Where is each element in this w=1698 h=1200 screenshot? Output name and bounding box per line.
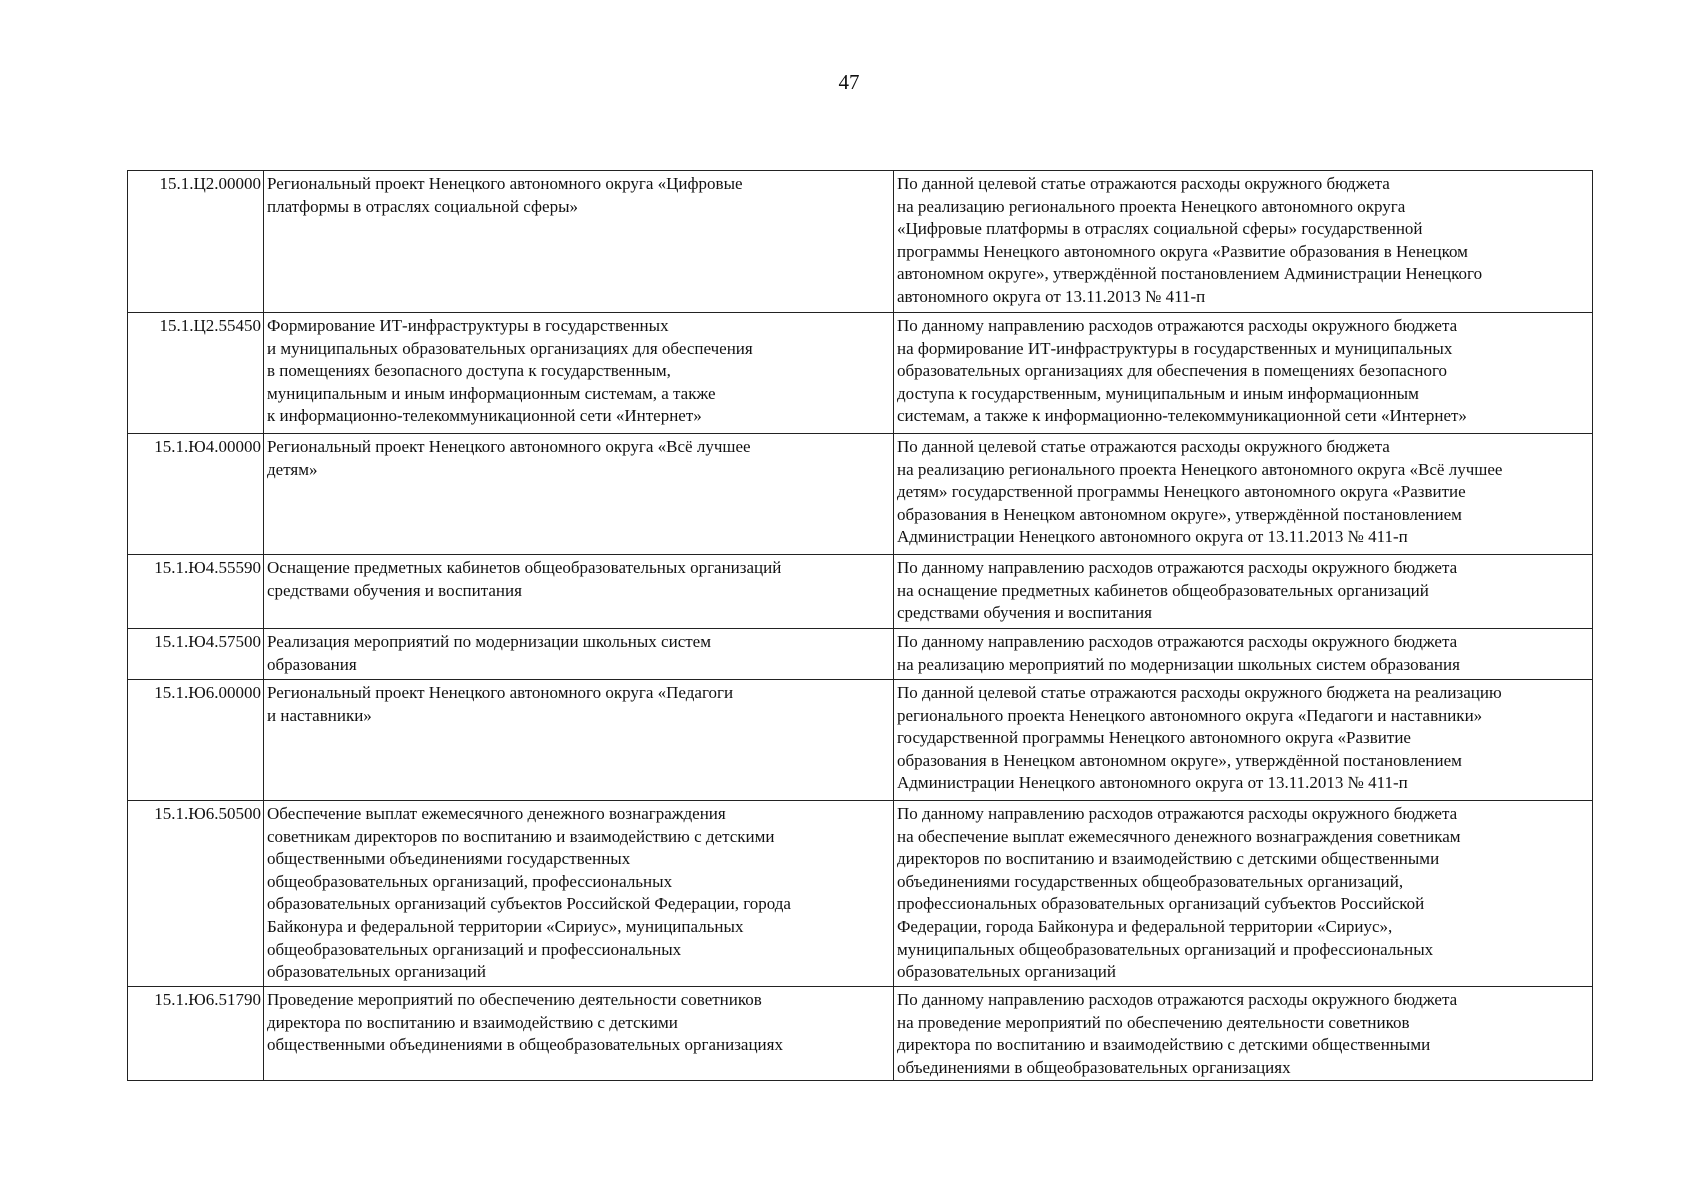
table-row — [128, 801, 1593, 987]
description-line: «Цифровые платформы в отраслях социальной сферы» государственной — [897, 219, 1423, 239]
table-row — [128, 171, 1593, 313]
target-article-name — [264, 801, 894, 987]
table-body — [128, 171, 1593, 1081]
target-article-code: 15.1.Ю4.55590 — [128, 555, 264, 629]
description-line: По данной целевой статье отражаются расходы окружного бюджета — [897, 174, 1390, 193]
name-line: и муниципальных образовательных организациях для обеспечения — [267, 338, 753, 358]
name-line: средствами обучения и воспитания — [267, 580, 522, 600]
target-article-code: 15.1.Ю4.00000 — [128, 434, 264, 555]
name-line: общеобразовательных организаций, профессиональных — [267, 871, 673, 891]
description-line: По данному направлению расходов отражаются расходы окружного бюджета — [897, 632, 1458, 651]
description-line: Администрации Ненецкого автономного округа от 13.11.2013 № 411-п — [897, 527, 1408, 547]
name-line: Формирование ИТ-инфраструктуры в государственных — [267, 316, 669, 335]
name-line: советникам директоров по воспитанию и взаимодействию с детскими — [267, 826, 775, 846]
name-line: детям» — [267, 459, 318, 479]
target-article-description — [894, 629, 1593, 680]
description-line: По данному направлению расходов отражаются расходы окружного бюджета — [897, 804, 1458, 823]
description-line: профессиональных образовательных организаций субъектов Российской — [897, 894, 1425, 914]
description-line: По данному направлению расходов отражаются расходы окружного бюджета — [897, 990, 1458, 1009]
target-article-code: 15.1.Ю6.51790 — [128, 987, 264, 1081]
name-line: Проведение мероприятий по обеспечению деятельности советников — [267, 990, 762, 1009]
name-line: общественными объединениями в общеобразовательных организациях — [267, 1035, 783, 1055]
name-line: Региональный проект Ненецкого автономного округа «Педагоги — [267, 683, 734, 702]
description-line: Федерации, города Байконура и федеральной территории «Сириус», — [897, 916, 1393, 936]
description-line: на оснащение предметных кабинетов общеобразовательных организаций — [897, 580, 1429, 600]
target-article-code: 15.1.Ю6.00000 — [128, 680, 264, 801]
target-article-code: 15.1.Ю6.50500 — [128, 801, 264, 987]
description-line: государственной программы Ненецкого автономного округа «Развитие — [897, 728, 1411, 748]
target-article-code: 15.1.Ц2.55450 — [128, 313, 264, 434]
budget-classification-table — [127, 170, 1593, 1081]
description-line: на реализацию регионального проекта Ненецкого автономного округа — [897, 196, 1406, 216]
target-article-description — [894, 801, 1593, 987]
description-line: образовательных организациях для обеспечения в помещениях безопасного — [897, 361, 1448, 381]
page-number: 47 — [838, 70, 860, 94]
name-line: муниципальным и иным информационным системам, а также — [267, 383, 716, 403]
description-line: на формирование ИТ-инфраструктуры в государственных и муниципальных — [897, 338, 1453, 358]
table-row — [128, 313, 1593, 434]
target-article-name — [264, 987, 894, 1081]
description-line: образовательных организаций — [897, 962, 1116, 982]
target-article-name — [264, 555, 894, 629]
name-line: и наставники» — [267, 705, 372, 725]
target-article-description — [894, 555, 1593, 629]
description-line: доступа к государственным, муниципальным и иным информационным — [897, 383, 1419, 403]
description-line: на реализацию мероприятий по модернизации школьных систем образования — [897, 654, 1460, 674]
name-line: Реализация мероприятий по модернизации школьных систем — [267, 632, 711, 651]
description-line: программы Ненецкого автономного округа «Развитие образования в Ненецком — [897, 241, 1468, 261]
name-line: в помещениях безопасного доступа к государственным, — [267, 361, 671, 381]
name-line: образовательных организаций субъектов Российской Федерации, города — [267, 894, 791, 914]
target-article-description — [894, 434, 1593, 555]
name-line: платформы в отраслях социальной сферы» — [267, 196, 578, 216]
target-article-description — [894, 313, 1593, 434]
description-line: объединениями государственных общеобразовательных организаций, — [897, 871, 1404, 891]
table-row — [128, 555, 1593, 629]
table-row — [128, 434, 1593, 555]
description-line: детям» государственной программы Ненецкого автономного округа «Развитие — [897, 482, 1466, 502]
name-line: Оснащение предметных кабинетов общеобразовательных организаций — [267, 558, 782, 577]
name-line: директора по воспитанию и взаимодействию с детскими — [267, 1012, 678, 1032]
name-line: образования — [267, 654, 357, 674]
description-line: По данной целевой статье отражаются расходы окружного бюджета на реализацию — [897, 683, 1502, 702]
description-line: По данному направлению расходов отражаются расходы окружного бюджета — [897, 316, 1458, 335]
table-row — [128, 629, 1593, 680]
target-article-name — [264, 171, 894, 313]
name-line: Региональный проект Ненецкого автономного округа «Всё лучшее — [267, 437, 751, 456]
target-article-code: 15.1.Ю4.57500 — [128, 629, 264, 680]
name-line: Региональный проект Ненецкого автономного округа «Цифровые — [267, 174, 743, 193]
description-line: образования в Ненецком автономном округе», утверждённой постановлением — [897, 750, 1462, 770]
target-article-description — [894, 987, 1593, 1081]
target-article-description — [894, 171, 1593, 313]
table-row — [128, 680, 1593, 801]
description-line: автономного округа от 13.11.2013 № 411-п — [897, 286, 1206, 306]
description-line: на обеспечение выплат ежемесячного денежного вознаграждения советникам — [897, 826, 1461, 846]
target-article-name — [264, 434, 894, 555]
description-line: образования в Ненецком автономном округе», утверждённой постановлением — [897, 504, 1462, 524]
description-line: муниципальных общеобразовательных организаций и профессиональных — [897, 939, 1434, 959]
description-line: средствами обучения и воспитания — [897, 603, 1152, 623]
target-article-name — [264, 680, 894, 801]
target-article-name — [264, 313, 894, 434]
name-line: общественными объединениями государственных — [267, 849, 631, 869]
description-line: автономном округе», утверждённой постановлением Администрации Ненецкого — [897, 264, 1483, 284]
name-line: образовательных организаций — [267, 962, 486, 982]
description-line: регионального проекта Ненецкого автономного округа «Педагоги и наставники» — [897, 705, 1483, 725]
description-line: директоров по воспитанию и взаимодействию с детскими общественными — [897, 849, 1440, 869]
target-article-code: 15.1.Ц2.00000 — [128, 171, 264, 313]
name-line: к информационно-телекоммуникационной сети «Интернет» — [267, 406, 702, 426]
name-line: Обеспечение выплат ежемесячного денежного вознаграждения — [267, 804, 726, 823]
description-line: на проведение мероприятий по обеспечению деятельности советников — [897, 1012, 1410, 1032]
description-line: По данной целевой статье отражаются расходы окружного бюджета — [897, 437, 1390, 456]
name-line: общеобразовательных организаций и профессиональных — [267, 939, 682, 959]
description-line: на реализацию регионального проекта Ненецкого автономного округа «Всё лучшее — [897, 459, 1503, 479]
description-line: директора по воспитанию и взаимодействию с детскими общественными — [897, 1035, 1431, 1055]
description-line: Администрации Ненецкого автономного округа от 13.11.2013 № 411-п — [897, 773, 1408, 793]
description-line: системам, а также к информационно-телекоммуникационной сети «Интернет» — [897, 406, 1467, 426]
description-line: По данному направлению расходов отражаются расходы окружного бюджета — [897, 558, 1458, 577]
table-row — [128, 987, 1593, 1081]
description-line: объединениями в общеобразовательных организациях — [897, 1057, 1291, 1077]
target-article-name — [264, 629, 894, 680]
name-line: Байконура и федеральной территории «Сириус», муниципальных — [267, 916, 744, 936]
target-article-description — [894, 680, 1593, 801]
